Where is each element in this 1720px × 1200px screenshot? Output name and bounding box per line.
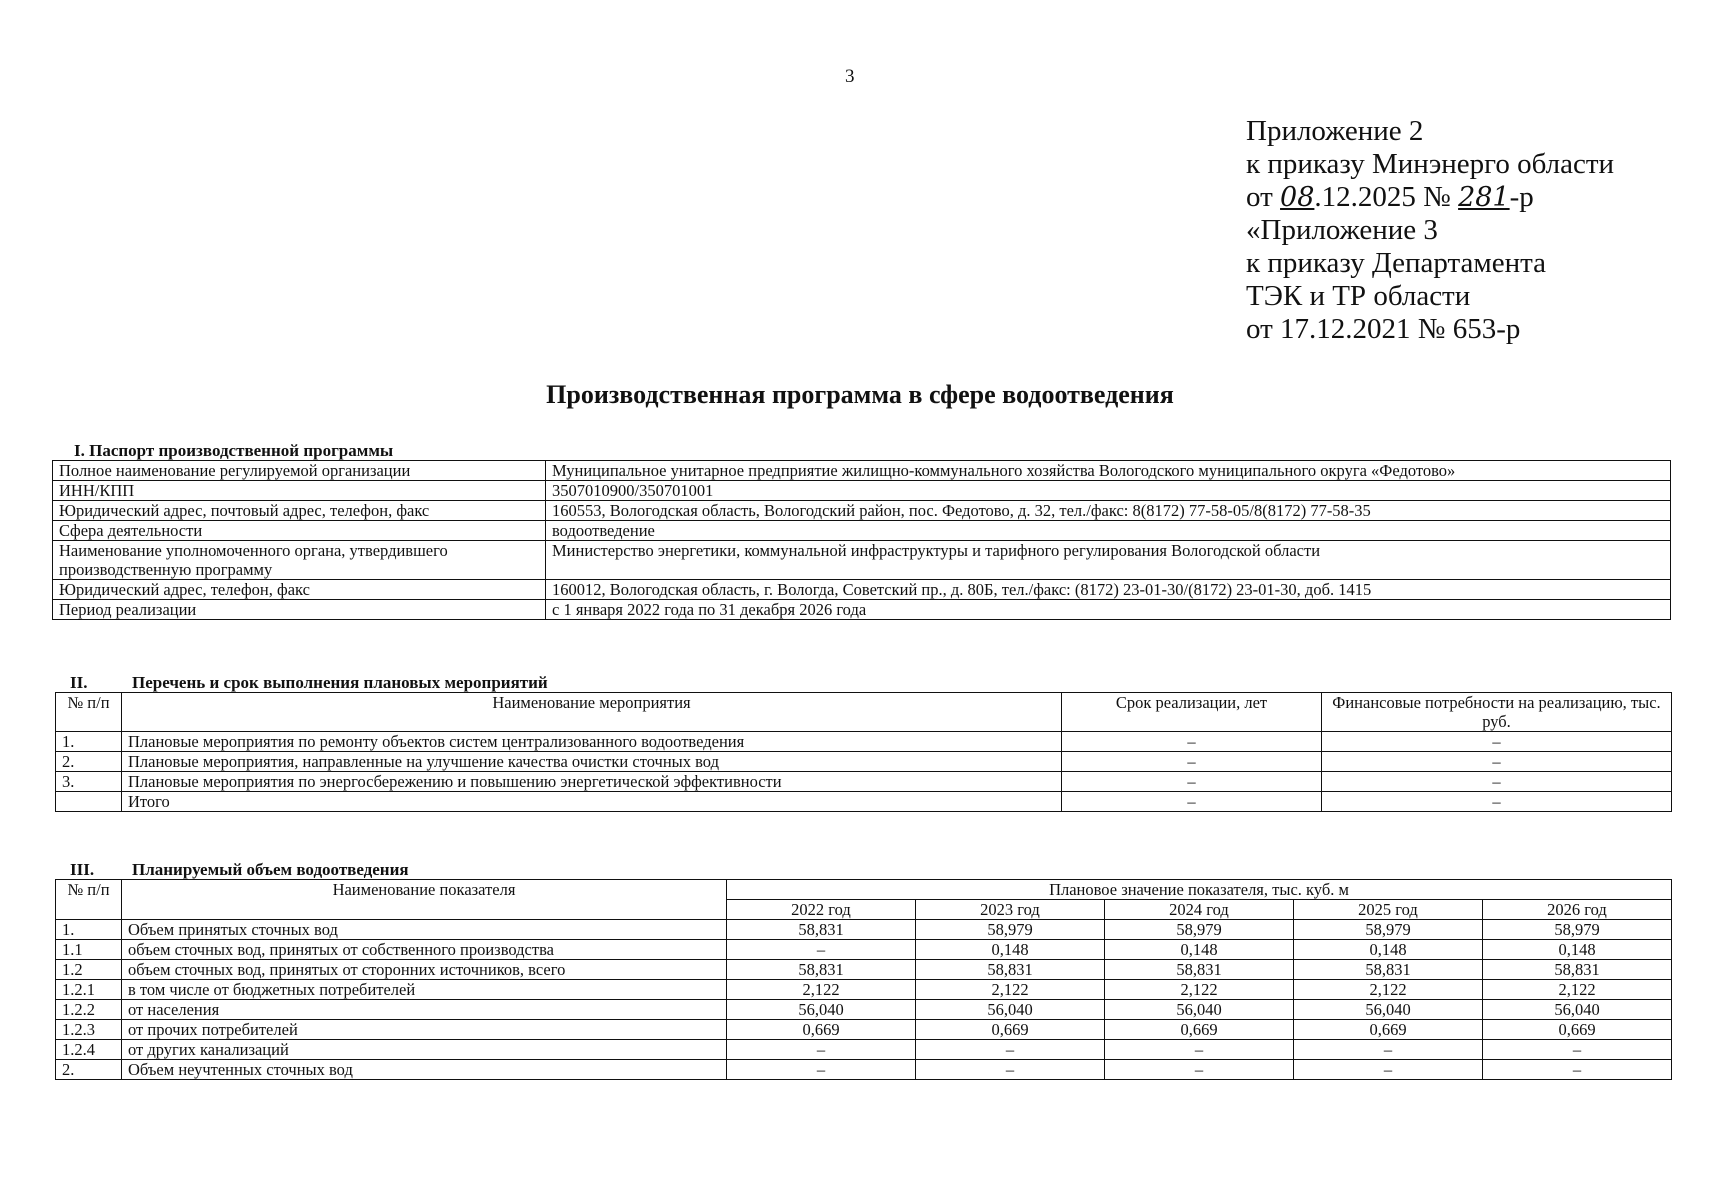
cell-value: 0,148: [1105, 940, 1294, 960]
table-row: [56, 920, 1672, 940]
cell-value: –: [1483, 1040, 1672, 1060]
cell-value: 0,669: [1294, 1020, 1483, 1040]
cell-value: 0,669: [1483, 1020, 1672, 1040]
table-row: [56, 1020, 1672, 1040]
col-header-year: 2026 год: [1483, 900, 1672, 920]
cell-indicator: Объем неучтенных сточных вод: [122, 1060, 727, 1080]
cell-value: –: [727, 1040, 916, 1060]
cell-value: –: [1105, 1040, 1294, 1060]
cell-value: 0,148: [1483, 940, 1672, 960]
cell-value: 2,122: [916, 980, 1105, 1000]
passport-value: водоотведение: [546, 521, 1671, 541]
measures-table: [55, 692, 1672, 812]
table-row: [56, 772, 1672, 792]
passport-label: ИНН/КПП: [53, 481, 546, 501]
cell-value: 2,122: [727, 980, 916, 1000]
table-row: [56, 1060, 1672, 1080]
table-row: [56, 980, 1672, 1000]
passport-value: 3507010900/350701001: [546, 481, 1671, 501]
cell-measure: Плановые мероприятия по ремонту объектов систем централизованного водоотведения: [122, 732, 1062, 752]
cell-value: 2,122: [1483, 980, 1672, 1000]
passport-value: 160012, Вологодская область, г. Вологда, Советский пр., д. 80Б, тел./факс: (8172) 23-01-30/(8172) 23-01-30, доб. 1415: [546, 580, 1671, 600]
cell-finance: –: [1322, 752, 1672, 772]
table-row: [53, 600, 1671, 620]
section3-number: III.: [70, 860, 95, 879]
cell-value: –: [727, 940, 916, 960]
table-row: [53, 501, 1671, 521]
col-header-finance: Финансовые потребности на реализацию, тыс. руб.: [1322, 693, 1672, 732]
cell-value: 2,122: [1294, 980, 1483, 1000]
cell-value: 56,040: [1105, 1000, 1294, 1020]
handwritten-day: 08: [1280, 182, 1315, 213]
cell-measure: Плановые мероприятия, направленные на улучшение качества очистки сточных вод: [122, 752, 1062, 772]
col-header-indicator: Наименование показателя: [122, 880, 727, 920]
table-row: [56, 792, 1672, 812]
col-header-year: 2024 год: [1105, 900, 1294, 920]
annex-line: Приложение 2: [1246, 115, 1424, 147]
passport-value: 160553, Вологодская область, Вологодский район, пос. Федотово, д. 32, тел./факс: 8(8172) 77-58-05/8(8172) 77-58-35: [546, 501, 1671, 521]
passport-label: Полное наименование регулируемой организации: [53, 461, 546, 481]
annex-block: [1246, 115, 1614, 346]
cell-value: –: [1294, 1040, 1483, 1060]
table-row: [56, 1040, 1672, 1060]
table-row: [56, 960, 1672, 980]
cell-value: 58,831: [916, 960, 1105, 980]
cell-indicator: объем сточных вод, принятых от сторонних источников, всего: [122, 960, 727, 980]
cell-term: –: [1062, 772, 1322, 792]
cell-value: 58,831: [1483, 960, 1672, 980]
cell-number: [56, 792, 122, 812]
page-number: 3: [845, 66, 855, 87]
table-row: [56, 940, 1672, 960]
cell-term: –: [1062, 752, 1322, 772]
table-header-row: [56, 693, 1672, 732]
document-title: Производственная программа в сфере водоотведения: [546, 380, 1174, 409]
cell-value: 58,831: [1294, 960, 1483, 980]
cell-value: 56,040: [1483, 1000, 1672, 1020]
cell-value: 56,040: [727, 1000, 916, 1020]
cell-term: –: [1062, 792, 1322, 812]
cell-value: 58,979: [1105, 920, 1294, 940]
cell-number: 2.: [56, 1060, 122, 1080]
col-header-year: 2023 год: [916, 900, 1105, 920]
table-row: [53, 541, 1671, 580]
cell-value: 56,040: [1294, 1000, 1483, 1020]
annex-order-suffix: -р: [1509, 181, 1534, 213]
cell-number: 1.2.1: [56, 980, 122, 1000]
passport-label: Сфера деятельности: [53, 521, 546, 541]
annex-date-rest: .12.2025 №: [1314, 181, 1451, 213]
cell-value: 0,669: [916, 1020, 1105, 1040]
cell-indicator: в том числе от бюджетных потребителей: [122, 980, 727, 1000]
col-header-plan-group: Плановое значение показателя, тыс. куб. м: [727, 880, 1672, 900]
col-header-year: 2025 год: [1294, 900, 1483, 920]
cell-number: 1.2: [56, 960, 122, 980]
cell-value: 56,040: [916, 1000, 1105, 1020]
cell-number: 1.2.4: [56, 1040, 122, 1060]
cell-measure: Итого: [122, 792, 1062, 812]
cell-value: 58,979: [1294, 920, 1483, 940]
section2-number: II.: [70, 673, 88, 692]
cell-value: –: [1483, 1060, 1672, 1080]
cell-value: 0,669: [1105, 1020, 1294, 1040]
cell-value: –: [1294, 1060, 1483, 1080]
volume-table: [55, 879, 1672, 1080]
handwritten-order-number: 281: [1458, 182, 1510, 213]
cell-value: 58,979: [1483, 920, 1672, 940]
cell-number: 1.1: [56, 940, 122, 960]
cell-value: 58,831: [727, 960, 916, 980]
table-row: [56, 1000, 1672, 1020]
cell-value: 58,831: [1105, 960, 1294, 980]
cell-value: 58,979: [916, 920, 1105, 940]
passport-value: с 1 января 2022 года по 31 декабря 2026 года: [546, 600, 1671, 620]
col-header-year: 2022 год: [727, 900, 916, 920]
cell-value: 0,669: [727, 1020, 916, 1040]
annex-line: от 17.12.2021 № 653-р: [1246, 313, 1521, 345]
annex-date-prefix: от: [1246, 181, 1273, 213]
cell-number: 2.: [56, 752, 122, 772]
passport-label: Наименование уполномоченного органа, утвердившего производственную программу: [53, 541, 546, 580]
cell-indicator: Объем принятых сточных вод: [122, 920, 727, 940]
cell-number: 1.: [56, 732, 122, 752]
col-header-number: № п/п: [56, 693, 122, 732]
cell-finance: –: [1322, 732, 1672, 752]
table-row: [56, 752, 1672, 772]
passport-value: Министерство энергетики, коммунальной инфраструктуры и тарифного регулирования Вологодской области: [546, 541, 1671, 580]
cell-indicator: от других канализаций: [122, 1040, 727, 1060]
table-row: [53, 580, 1671, 600]
col-header-term: Срок реализации, лет: [1062, 693, 1322, 732]
annex-date-line: [1246, 181, 1614, 214]
cell-indicator: от прочих потребителей: [122, 1020, 727, 1040]
cell-value: 0,148: [1294, 940, 1483, 960]
passport-label: Юридический адрес, почтовый адрес, телефон, факс: [53, 501, 546, 521]
section3-title-text: Планируемый объем водоотведения: [132, 860, 409, 879]
cell-value: –: [916, 1040, 1105, 1060]
table-row: [53, 481, 1671, 501]
section2-title: [70, 673, 548, 693]
cell-value: –: [916, 1060, 1105, 1080]
cell-finance: –: [1322, 772, 1672, 792]
section1-title: I. Паспорт производственной программы: [74, 441, 394, 460]
cell-indicator: объем сточных вод, принятых от собственного производства: [122, 940, 727, 960]
col-header-measure: Наименование мероприятия: [122, 693, 1062, 732]
section2-title-text: Перечень и срок выполнения плановых мероприятий: [132, 673, 548, 692]
cell-finance: –: [1322, 792, 1672, 812]
table-row: [53, 461, 1671, 481]
annex-line: «Приложение 3: [1246, 214, 1438, 246]
table-row: [56, 732, 1672, 752]
passport-label: Период реализации: [53, 600, 546, 620]
cell-value: 0,148: [916, 940, 1105, 960]
passport-value: Муниципальное унитарное предприятие жилищно-коммунального хозяйства Вологодского муниципального округа «Федотово»: [546, 461, 1671, 481]
annex-line: к приказу Минэнерго области: [1246, 148, 1615, 180]
cell-measure: Плановые мероприятия по энергосбережению и повышению энергетической эффективности: [122, 772, 1062, 792]
cell-number: 1.: [56, 920, 122, 940]
cell-value: 2,122: [1105, 980, 1294, 1000]
cell-number: 1.2.3: [56, 1020, 122, 1040]
annex-line: ТЭК и ТР области: [1246, 280, 1471, 312]
passport-table: [52, 460, 1671, 620]
col-header-number: № п/п: [56, 880, 122, 920]
table-row: [53, 521, 1671, 541]
cell-number: 1.2.2: [56, 1000, 122, 1020]
cell-value: –: [1105, 1060, 1294, 1080]
cell-value: 58,831: [727, 920, 916, 940]
table-header-row: [56, 880, 1672, 900]
cell-term: –: [1062, 732, 1322, 752]
cell-value: –: [727, 1060, 916, 1080]
cell-number: 3.: [56, 772, 122, 792]
section3-title: [70, 860, 409, 880]
cell-indicator: от населения: [122, 1000, 727, 1020]
passport-label: Юридический адрес, телефон, факс: [53, 580, 546, 600]
annex-line: к приказу Департамента: [1246, 247, 1547, 279]
